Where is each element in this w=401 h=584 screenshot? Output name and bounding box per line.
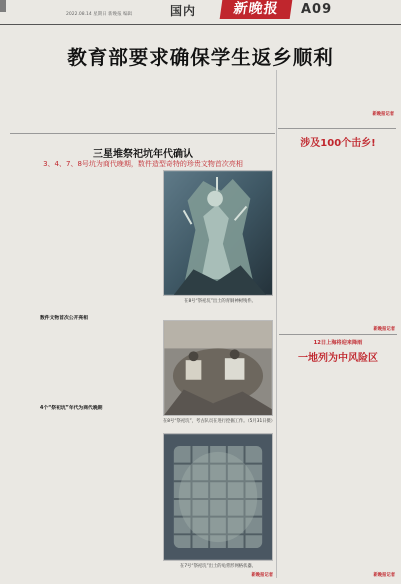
lead-headline: 教育部要求确保学生返乡顺利 [67,46,334,69]
right-section-rule [278,128,396,129]
museum-subtitle: 3、4、7、8号坑为商代晚期，数件造型奇特的珍贵文物首次亮相 [43,160,243,168]
right-top-headline: 涉及100个击乡! [300,138,376,149]
page-edge-marker [0,0,6,12]
museum-subhead-1: 数件文物首次公开亮相 [40,316,88,321]
right-top-reporter: 新晚报记者 [373,327,395,332]
masthead-date-line: 2022.08.14 星期日 新晚报 编辑 [66,12,133,17]
museum-reporter: 新晚报记者 [251,573,273,578]
museum-article-lead-left [13,171,161,217]
section-rule [10,133,275,134]
section-name: 国内 [170,4,197,18]
small-photo-caption: 在8号“祭祀坑”，考古队员在进行挖掘工作。（5月31日摄） [163,419,276,424]
right-top-article-body [280,156,397,334]
lead-article-column-3 [277,72,397,110]
lead-article-column-1 [13,72,137,130]
museum-subhead-2: 4个“祭祀坑”年代为商代晚期 [40,406,103,411]
bottom-photo-caption: 在7号“祭祀坑”出土的龟背形网格状器。 [180,564,256,569]
right-mid-rule [279,334,397,335]
museum-article-paragraph-2 [13,324,161,396]
column-divider [276,70,277,578]
right-mid-reporter: 新晚报记者 [373,573,395,578]
bronze-tree-photo [163,170,273,296]
right-mid-article-body [280,366,397,576]
excavation-photo [163,320,273,416]
right-mid-lead-in: 12日上海将迎来降雨 [313,340,363,346]
museum-article-paragraph-3 [13,414,161,574]
lead-article-column-2 [143,72,273,130]
page-number: A09 [301,2,333,17]
right-mid-headline: 一地列为中风险区 [298,353,378,364]
museum-article-paragraph-1 [13,225,161,305]
masthead-rule [0,24,401,25]
main-photo-caption: 在8号“祭祀坑”出土的青铜神树残件。 [184,299,256,304]
bronze-artifact-photo [163,433,273,561]
lead-reporter: 新晚报记者 [372,112,394,117]
newspaper-logo: 新晚报 [220,0,293,19]
museum-headline: 三星堆祭祀坑年代确认 [93,149,193,160]
